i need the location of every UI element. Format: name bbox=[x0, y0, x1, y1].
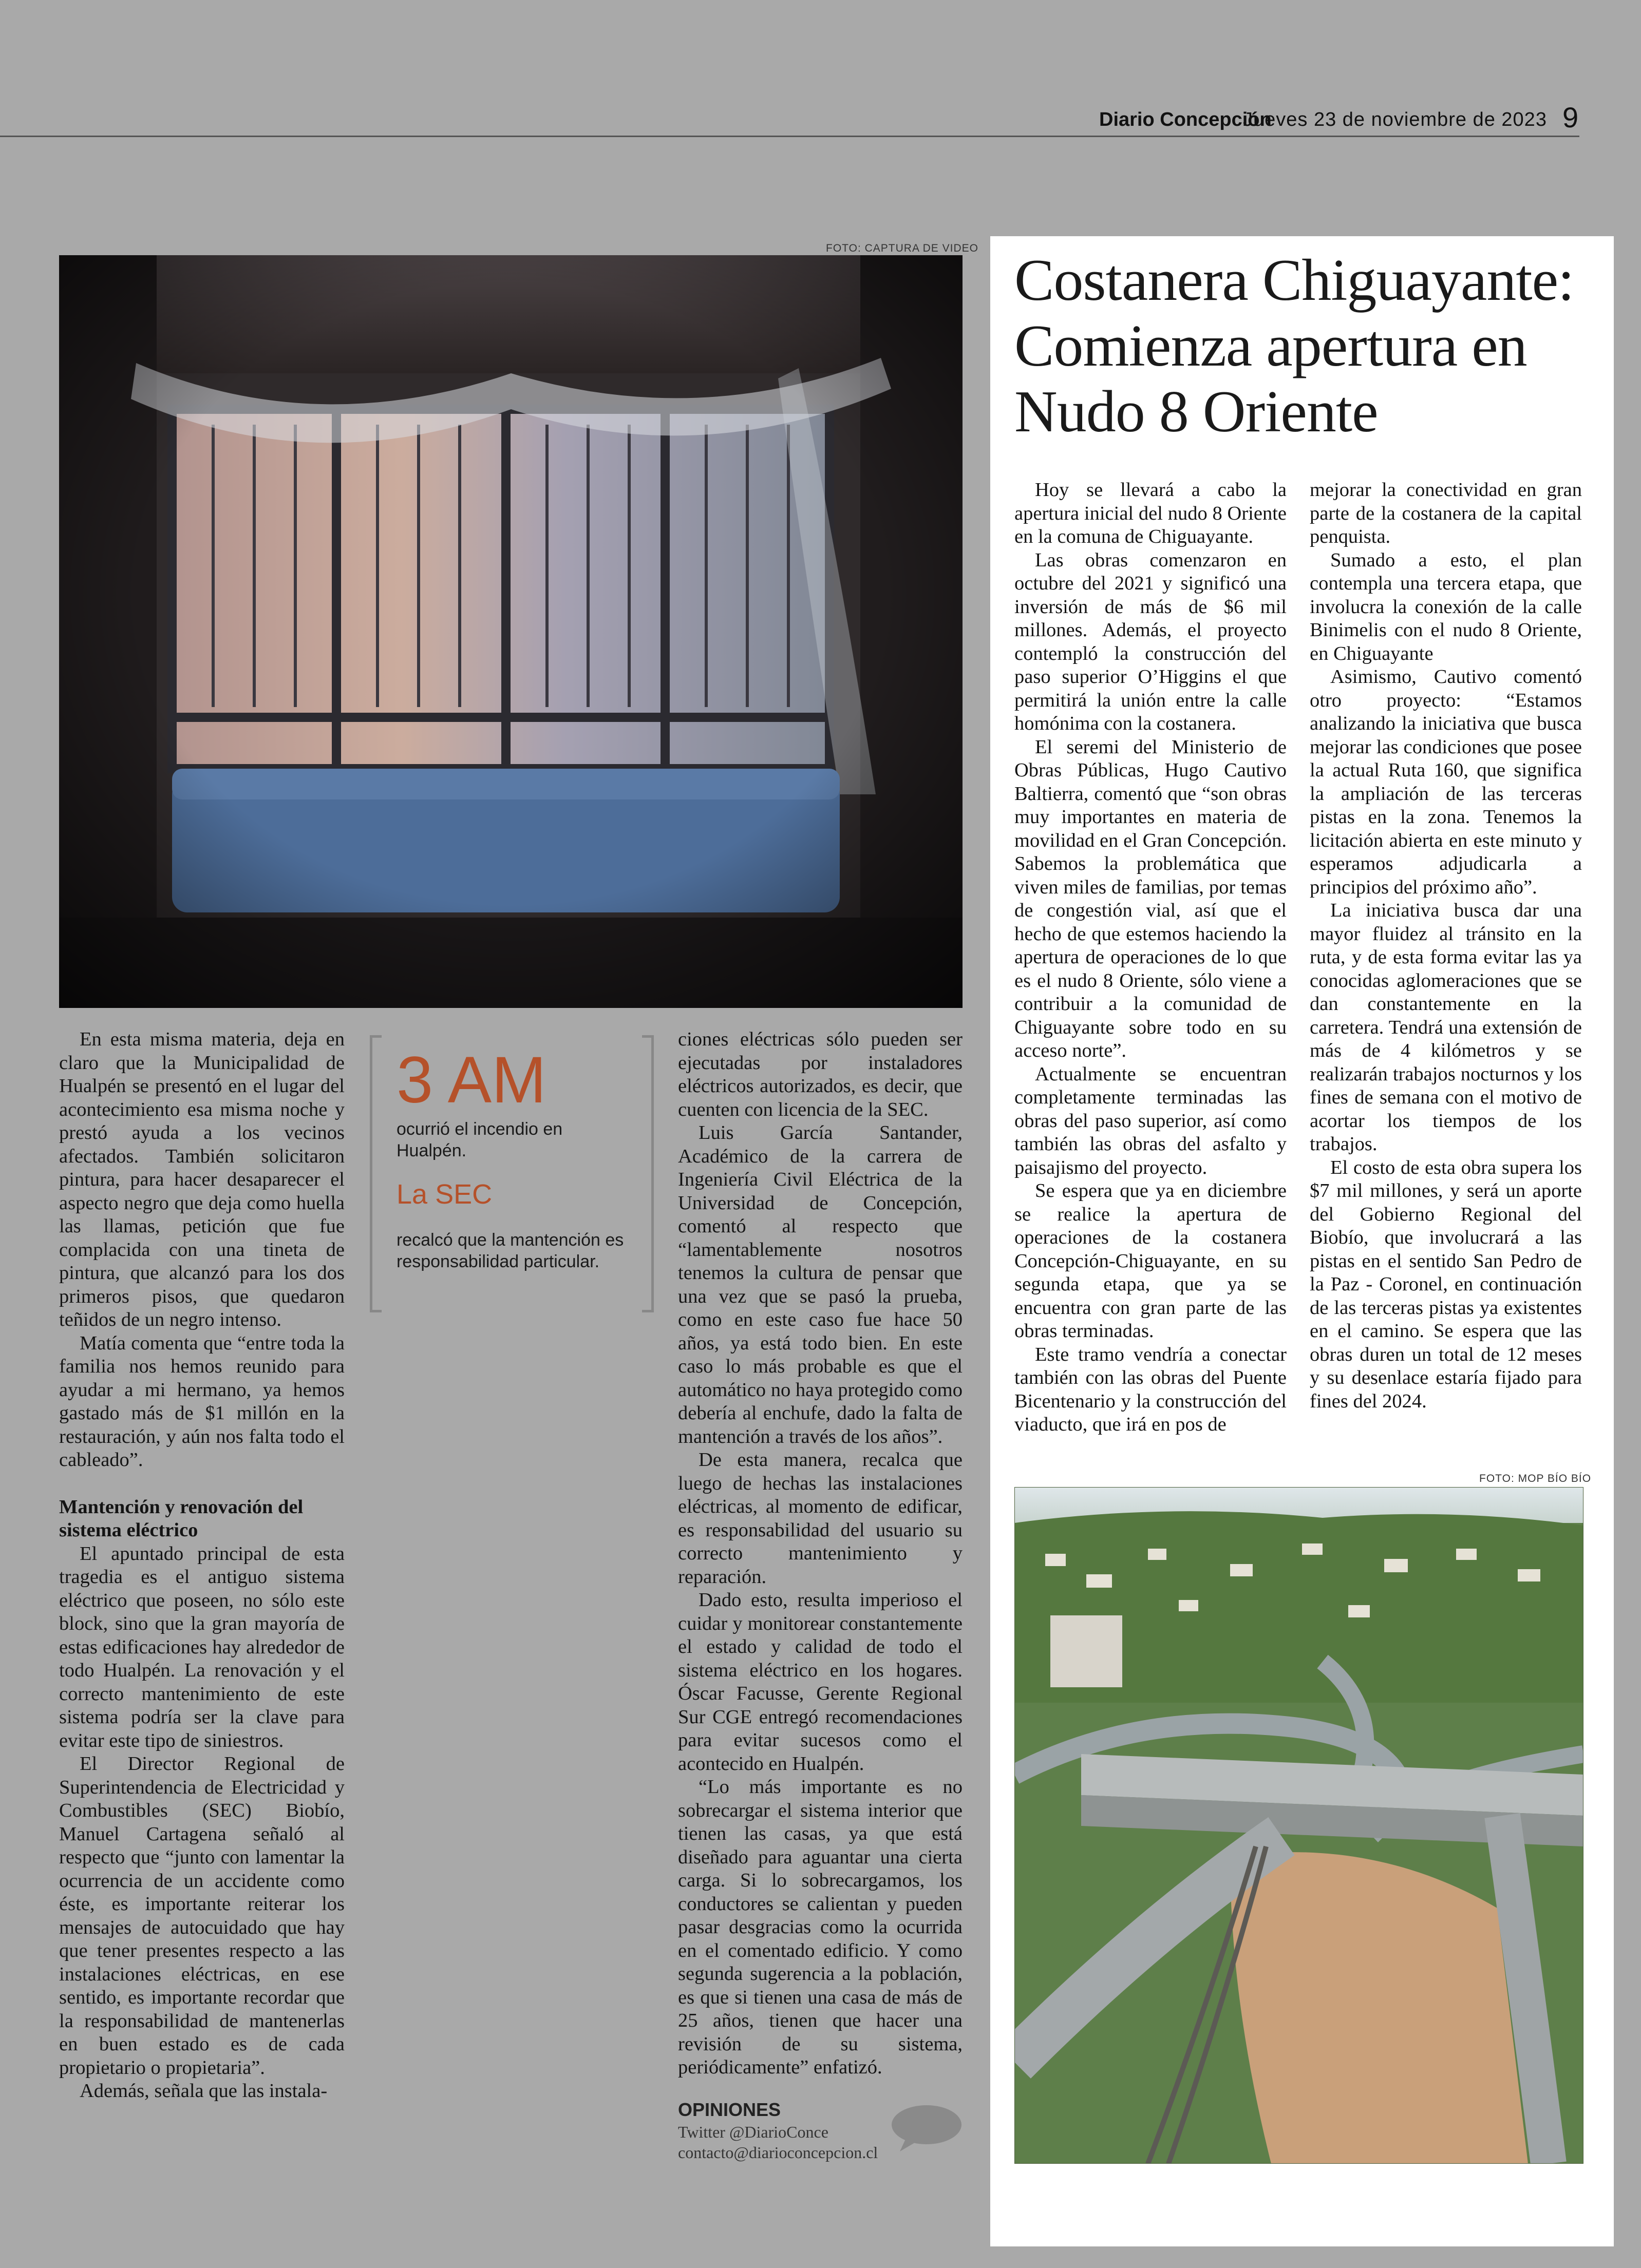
paragraph: Se espera que ya en diciembre se realice la apertura de operaciones de la costanera Concepción-Chiguayante, en su segunda etapa, que ya se encuentra con gran parte de las obras terminadas. bbox=[1014, 1180, 1287, 1342]
pullquote-bracket-right bbox=[642, 1035, 654, 1312]
right-article-column-2 bbox=[1310, 479, 1582, 1413]
paragraph: De esta manera, recalca que luego de hechas las instalaciones eléctricas, al momento de edificar, es responsabilidad del usuario su correcto mantenimiento y reparación. bbox=[678, 1449, 963, 1588]
pullquote-big-caption: ocurrió el incendio en Hualpén. bbox=[397, 1119, 563, 1160]
opinions-title: OPINIONES bbox=[678, 2099, 781, 2120]
masthead-rule bbox=[0, 136, 1579, 137]
paragraph: Dado esto, resulta imperioso el cuidar y monitorear constantemente el estado y calidad de todo el sistema eléctrico en los hogares. Óscar Facusse, Gerente Regional Sur CGE entregó recomendaciones para evitar sucesos como el acontecido en Hualpén. bbox=[678, 1589, 963, 1775]
highway-interchange-photo bbox=[1014, 1487, 1583, 2164]
opinions-email[interactable]: contacto@diarioconcepcion.cl bbox=[678, 2143, 878, 2162]
left-article-column-2 bbox=[678, 1028, 963, 2080]
paragraph: Asimismo, Cautivo comentó otro proyecto: “Estamos analizando la iniciativa que busca mejorar las condiciones que posee la actual Ruta 160, que significa la ampliación de las terceras pistas en la zona. Tenemos la licitación abierta en este minuto y esperamos adjudicarla a principios del próximo año”. bbox=[1310, 666, 1582, 898]
paragraph: Además, señala que las instala- bbox=[80, 2080, 328, 2102]
pullquote-heading-caption: recalcó que la mantención es responsabilidad particular. bbox=[397, 1230, 624, 1271]
masthead-date: Jueves 23 de noviembre de 2023 bbox=[1243, 109, 1547, 130]
paragraph: Actualmente se encuentran completamente terminadas las obras del paso superior, así como también las obras del asfalto y paisajismo del proyecto. bbox=[1014, 1063, 1287, 1178]
left-article-column-1 bbox=[59, 1028, 345, 2103]
pullquote-big-figure: 3 AM bbox=[397, 1043, 546, 1117]
paragraph: mejorar la conectividad en gran parte de la costanera de la capital penquista. bbox=[1310, 479, 1582, 547]
paragraph: Este tramo vendría a conectar también con las obras del Puente Bicentenario y la construcción del viaducto, que irá en pos de bbox=[1014, 1343, 1287, 1435]
paragraph: Hoy se llevará a cabo la apertura inicial del nudo 8 Oriente en la comuna de Chiguayante. bbox=[1014, 479, 1287, 547]
speech-bubble-icon bbox=[891, 2104, 963, 2152]
paragraph: El seremi del Ministerio de Obras Públicas, Hugo Cautivo Baltierra, comentó que “son obras muy importantes en materia de movilidad en el Gran Concepción. Sabemos la problemática que viven miles de familias, por temas de congestión vial, así que el hecho de que estemos haciendo la apertura de operaciones de lo que es el nudo 8 Oriente, sólo viene a contribuir a la comunidad de Chiguayante sobre todo en su acceso norte”. bbox=[1014, 736, 1287, 1061]
paragraph: En esta misma materia, deja en claro que la Municipalidad de Hualpén se presentó en el lugar del acontecimiento esa misma noche y prestó ayuda a los vecinos afectados. También solicitaron pintura, para hacer desaparecer el aspecto negro que deja como huella las llamas, petición que fue complacida con una tineta de pintura, que alcanzó para los dos primeros pisos, que quedaron teñidos de un negro intenso. bbox=[59, 1028, 345, 1330]
photo-credit-road: FOTO: MOP BÍO BÍO bbox=[1479, 1473, 1592, 1484]
paragraph: El apuntado principal de esta tragedia es el antiguo sistema eléctrico que poseen, no sólo este block, sino que la gran mayoría de estas edificaciones hay alrededor de todo Hualpén. La renovación y el correcto mantenimiento de este sistema podría ser la clave para evitar este tipo de siniestros. bbox=[59, 1542, 345, 1751]
fire-room-photo-illustration bbox=[59, 255, 963, 1008]
highway-interchange-illustration bbox=[1014, 1487, 1583, 2164]
paragraph: ciones eléctricas sólo pueden ser ejecutadas por instaladores eléctricos autorizados, es decir, que cuenten con licencia de la SEC. bbox=[678, 1028, 963, 1120]
photo-credit-fire: FOTO: CAPTURA DE VIDEO bbox=[826, 242, 978, 254]
right-article-column-1 bbox=[1014, 479, 1287, 1437]
paragraph: Matía comenta que “entre toda la familia nos hemos reunido para ayudar a mi hermano, ya hemos gastado más de $1 millón en la restauración, y aún nos falta todo el cableado”. bbox=[59, 1332, 345, 1471]
pullquote-heading: La SEC bbox=[397, 1179, 493, 1210]
page-number: 9 bbox=[1562, 101, 1579, 134]
paragraph: “Lo más importante es no sobrecargar el sistema interior que tienen las casas, ya que está diseñado para aguantar una cierta carga. Si lo sobrecargamos, los conductores se calientan y pueden pasar desgracias como la ocurrida en el comentado edificio. Y como segunda sugerencia a la población, es que si tienen una casa de más de 25 años, tienen que hacer una revisión de su sistema, periódicamente” enfatizó. bbox=[678, 1776, 963, 2078]
paragraph: La iniciativa busca dar una mayor fluidez al tránsito en la ruta, y de esta forma evitar las ya conocidas aglomeraciones que se dan constantemente en la carretera. Tendrá una extensión de más de 4 kilómetros y se realizarán trabajos nocturnos y los fines de semana con el motivo de acortar los tiempos de los trabajos. bbox=[1310, 900, 1582, 1155]
fire-room-photo bbox=[59, 255, 963, 1008]
headline-line-1: Costanera Chiguayante: bbox=[1014, 247, 1574, 313]
paragraph: Sumado a esto, el plan contempla una tercera etapa, que involucra la conexión de la calle Binimelis con el nudo 8 Oriente, en Chiguayante bbox=[1310, 549, 1582, 664]
paragraph: El costo de esta obra supera los $7 mil millones, y será un aporte del Gobierno Regional del Biobío, que involucrará a las pistas en el sentido San Pedro de la Paz - Coronel, en continuación de las terceras pistas ya existentes en el camino. Se espera que las obras duren un total de 12 meses y su desenlace estaría fijado para fines del 2024. bbox=[1310, 1156, 1582, 1412]
masthead-paper-name: Diario Concepción bbox=[1099, 109, 1272, 130]
paragraph: El Director Regional de Superintendencia de Electricidad y Combustibles (SEC) Biobío, Manuel Cartagena señaló al respecto que “junto con lamentar la ocurrencia de un accidente como éste, es importante reiterar los mensajes de autocuidado que hay que tener presentes respecto a las instalaciones eléctricas, en ese sentido, es importante recordar que la responsabilidad de mantenerlas en buen estado es de cada propietario o propietaria”. bbox=[59, 1753, 345, 2079]
article-headline bbox=[1014, 247, 1605, 445]
paragraph: Luis García Santander, Académico de la carrera de Ingeniería Civil Eléctrica de la Universidad de Concepción, comentó al respecto que “lamentablemente nosotros tenemos la cultura de pensar que una vez que se pasó la prueba, como en este caso fue hace 50 años, ya está todo bien. En este caso lo más probable es que el automático no haya protegido como debería al enchufe, dado la falta de mantención a través de los años”. bbox=[678, 1122, 963, 1447]
subheading: Mantención y renovación del sistema eléctrico bbox=[59, 1496, 304, 1541]
paragraph: Las obras comenzaron en octubre del 2021 y significó una inversión de más de $6 mil millones. Además, el proyecto contempló la construcción del paso superior O’Higgins el que permitirá la unión entre la calle homónima con la costanera. bbox=[1014, 549, 1287, 734]
pullquote-bracket-left bbox=[370, 1035, 382, 1312]
opinions-twitter[interactable]: Twitter @DiarioConce bbox=[678, 2123, 828, 2141]
headline-line-2: Comienza apertura en bbox=[1014, 313, 1527, 379]
headline-line-3: Nudo 8 Oriente bbox=[1014, 379, 1378, 445]
